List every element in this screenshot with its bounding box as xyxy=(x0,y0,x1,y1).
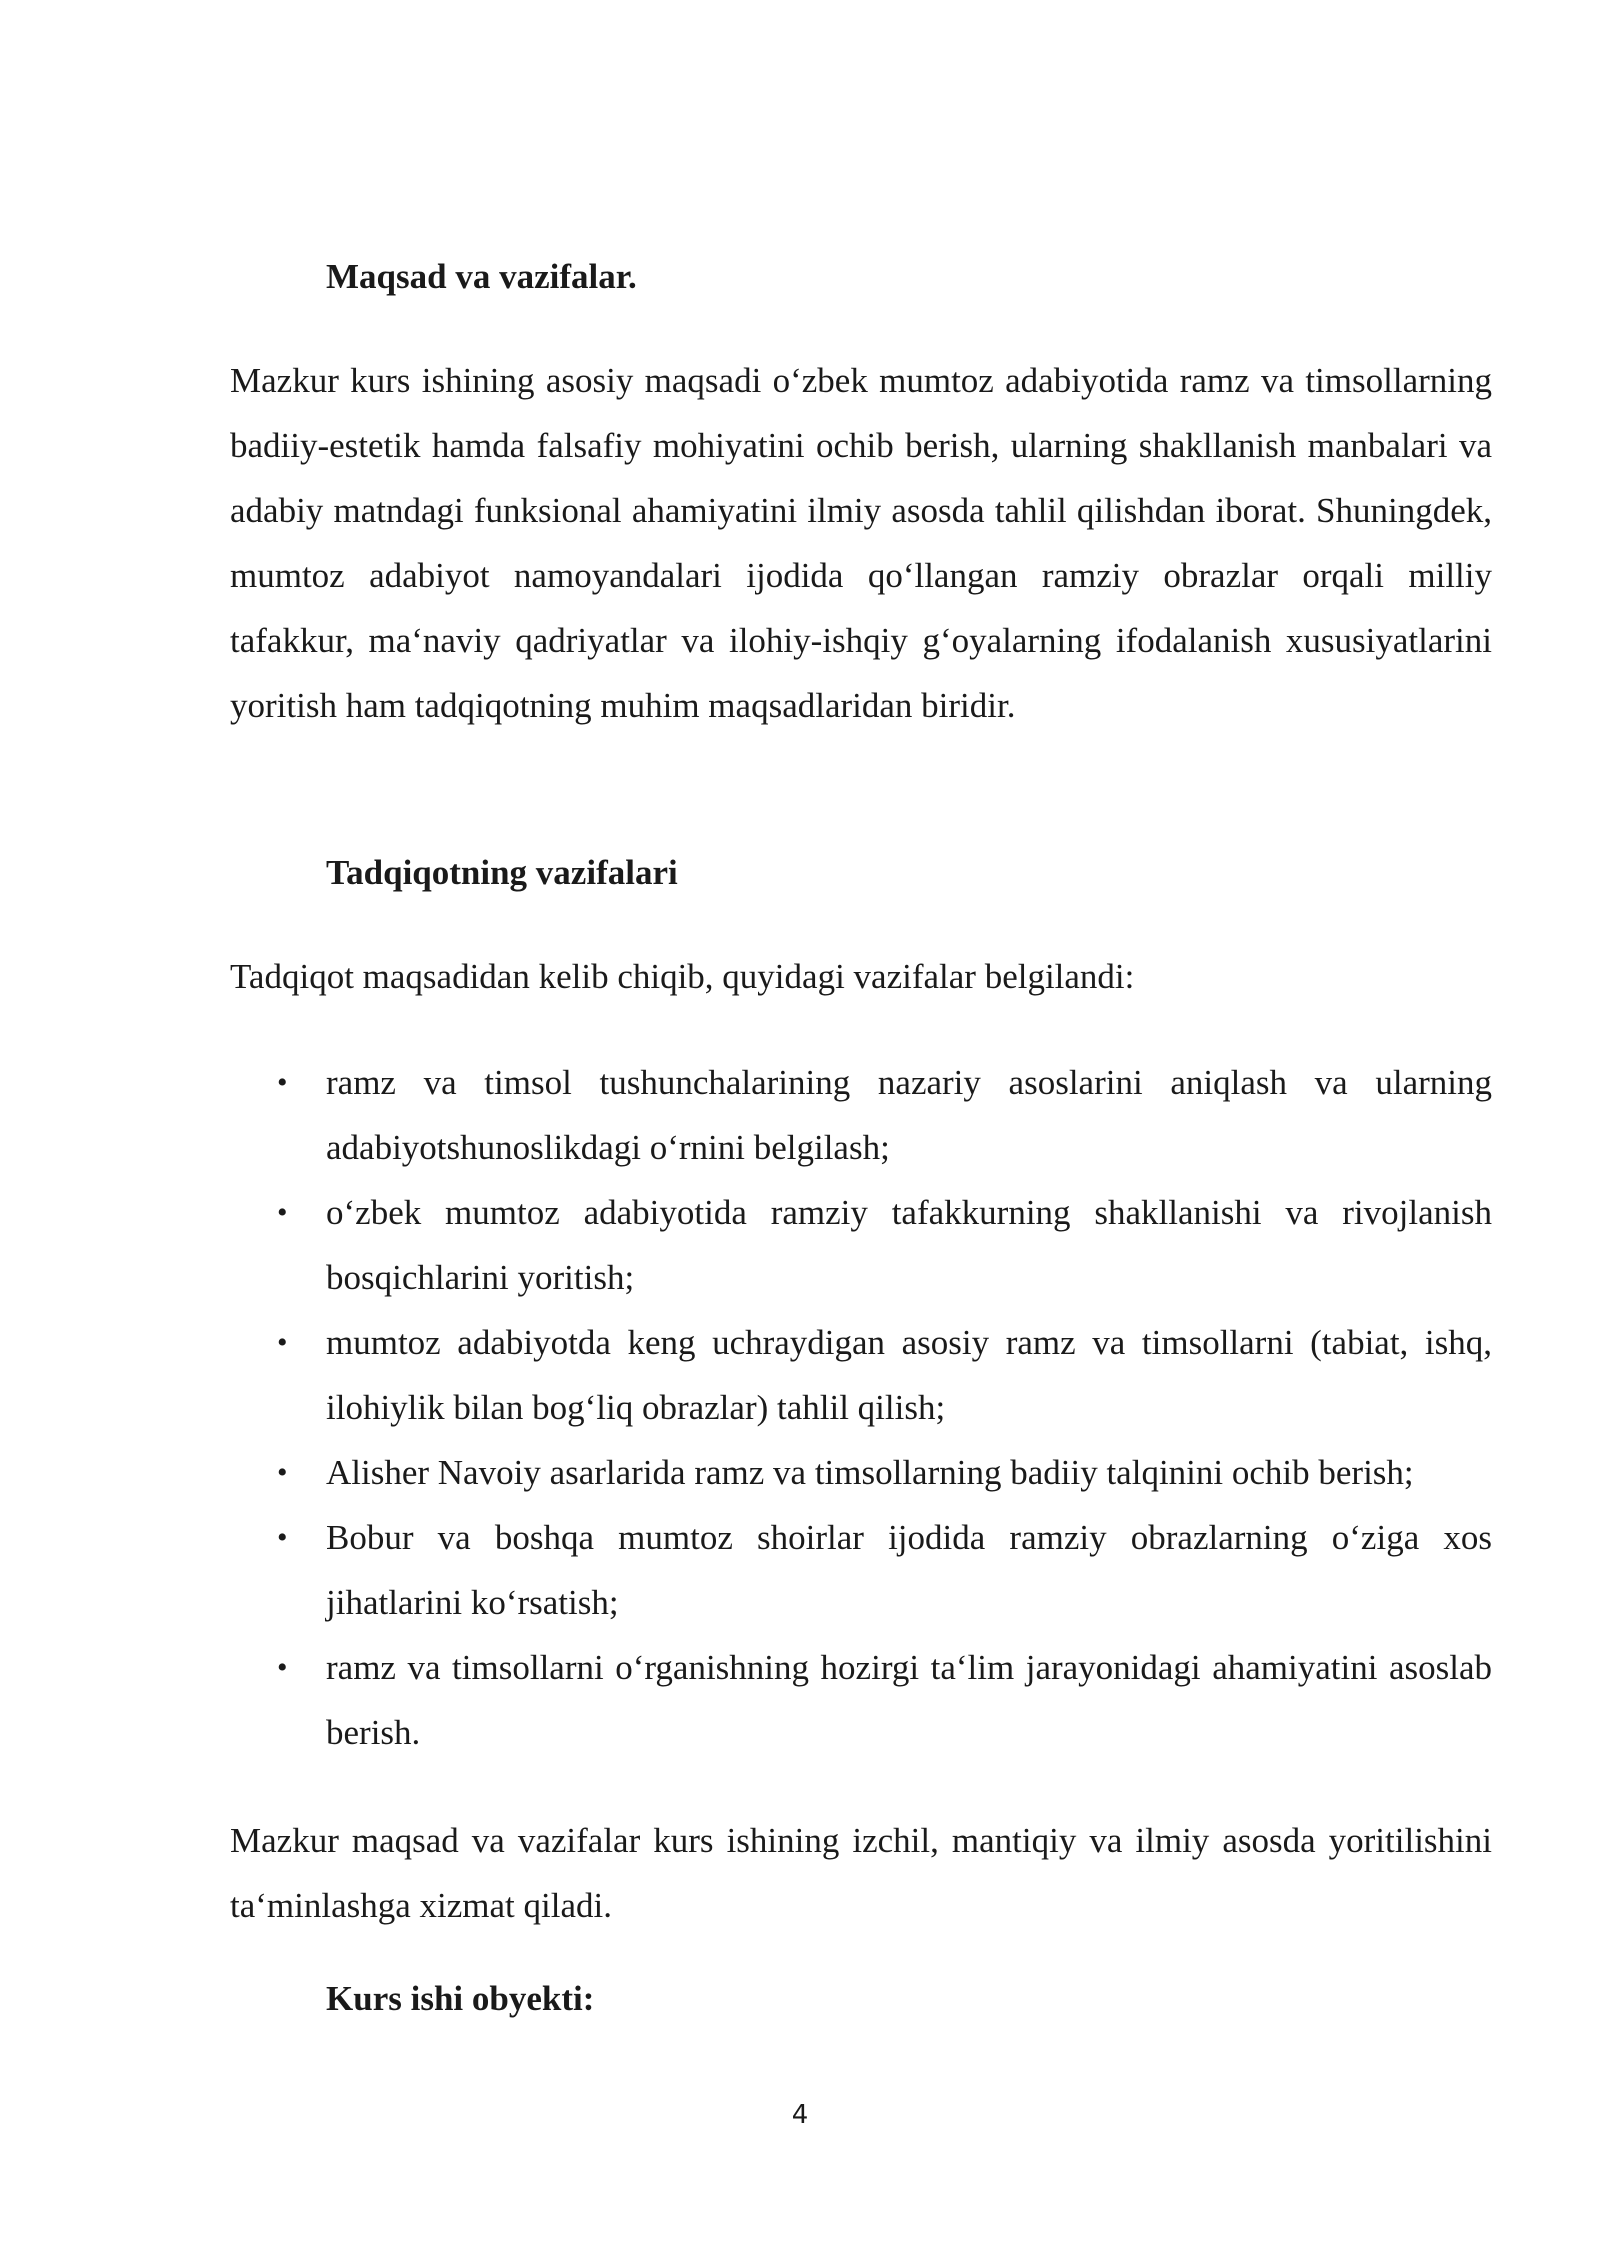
list-item xyxy=(230,1505,1492,1635)
closing-paragraph: Mazkur maqsad va vazifalar kurs ishining izchil, mantiqiy va ilmiy asosda yoritilishini ta‘minlashga xizmat qiladi. xyxy=(230,1821,1492,1925)
list-item xyxy=(230,1180,1492,1310)
bullet-icon: • xyxy=(277,1651,288,1684)
section-heading: Maqsad va vazifalar. xyxy=(326,257,637,296)
bullet-icon: • xyxy=(277,1521,288,1554)
list-item xyxy=(230,1635,1492,1765)
tasks-heading: Tadqiqotning vazifalari xyxy=(326,853,678,892)
bullet-icon: • xyxy=(277,1066,288,1099)
list-item xyxy=(230,1050,1492,1180)
page-number: 4 xyxy=(791,2100,809,2130)
list-item-text: Bobur va boshqa mumtoz shoirlar ijodida ramziy obrazlarning o‘ziga xos jihatlarini ko‘rsatish; xyxy=(326,1518,1492,1622)
list-item-text: ramz va timsol tushunchalarining nazariy asoslarini aniqlash va ularning adabiyotshunoslikdagi o‘rnini belgilash; xyxy=(326,1063,1492,1167)
object-heading: Kurs ishi obyekti: xyxy=(326,1979,595,2018)
list-item xyxy=(230,1310,1492,1440)
intro-paragraph: Mazkur kurs ishining asosiy maqsadi o‘zbek mumtoz adabiyotida ramz va timsollarning badiiy-estetik hamda falsafiy mohiyatini ochib berish, ularning shakllanish manbalari va adabiy matndagi funksional ahamiyatini ilmiy asosda tahlil qilishdan iborat. Shuningdek, mumtoz adabiyot namoyandalari ijodida qo‘llangan ramziy obrazlar orqali milliy tafakkur, ma‘naviy qadriyatlar va ilohiy-ishqiy g‘oyalarning ifodalanish xususiyatlarini yoritish ham tadqiqotning muhim maqsadlaridan biridir. xyxy=(230,361,1492,725)
list-item-text: mumtoz adabiyotda keng uchraydigan asosiy ramz va timsollarni (tabiat, ishq, ilohiylik bilan bog‘liq obrazlar) tahlil qilish; xyxy=(326,1323,1492,1427)
list-item-text: Alisher Navoiy asarlarida ramz va timsollarning badiiy talqinini ochib berish; xyxy=(326,1453,1414,1492)
tasks-intro: Tadqiqot maqsadidan kelib chiqib, quyidagi vazifalar belgilandi: xyxy=(230,957,1135,996)
list-item-text: o‘zbek mumtoz adabiyotida ramziy tafakkurning shakllanishi va rivojlanish bosqichlarini yoritish; xyxy=(326,1193,1492,1297)
bullet-icon: • xyxy=(277,1196,288,1229)
list-item xyxy=(230,1440,1492,1505)
list-item-text: ramz va timsollarni o‘rganishning hozirgi ta‘lim jarayonidagi ahamiyatini asoslab berish. xyxy=(326,1648,1492,1752)
bullet-icon: • xyxy=(277,1326,288,1359)
tasks-list xyxy=(230,1050,1492,1765)
bullet-icon: • xyxy=(277,1456,288,1489)
